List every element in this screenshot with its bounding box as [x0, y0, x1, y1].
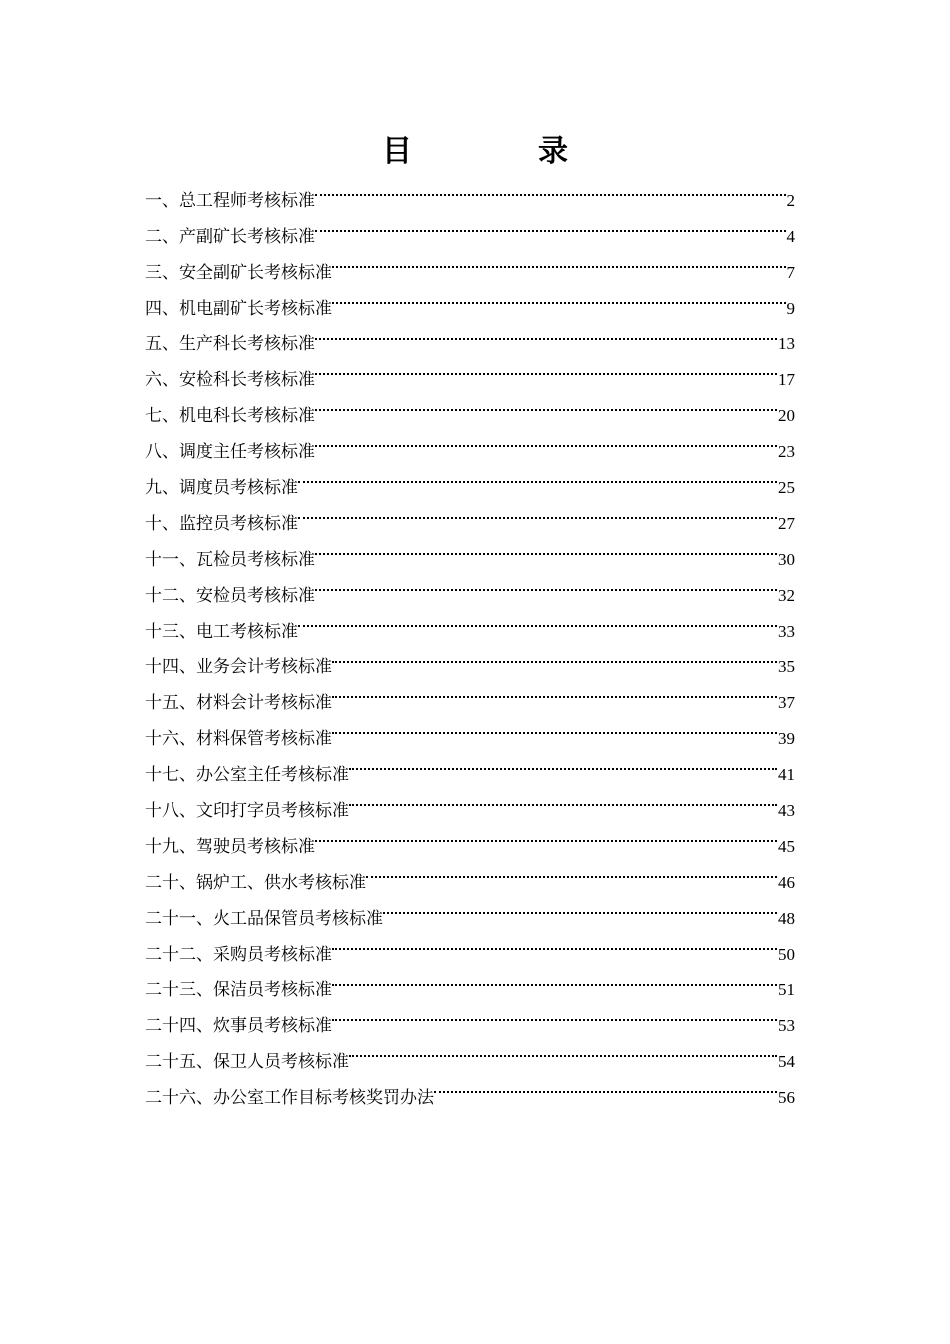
- toc-entry-label: 九、调度员考核标准: [145, 478, 298, 499]
- toc-dot-leader: [315, 206, 786, 242]
- toc-dot-leader: [315, 349, 777, 385]
- toc-dot-leader: [349, 1031, 777, 1067]
- toc-entry-label: 十、监控员考核标准: [145, 513, 298, 534]
- toc-dot-leader: [315, 529, 777, 565]
- toc-entry-label: 六、安检科长考核标准: [145, 370, 315, 391]
- toc-entry-label: 十二、安检员考核标准: [145, 585, 315, 606]
- toc-entry-page-number: 9: [786, 298, 795, 318]
- toc-entry-page-number: 4: [786, 226, 795, 246]
- toc-entry-page-number: 20: [778, 406, 795, 426]
- toc-entry-page-number: 30: [778, 549, 795, 569]
- toc-dot-leader: [383, 888, 777, 924]
- toc-entry-page-number: 17: [778, 370, 795, 390]
- toc-entry-page-number: 35: [778, 657, 795, 677]
- toc-dot-leader: [434, 1067, 777, 1103]
- toc-dot-leader: [298, 493, 777, 529]
- toc-entry-label: 十九、驾驶员考核标准: [145, 836, 315, 857]
- toc-entry-label: 二十、锅炉工、供水考核标准: [145, 872, 366, 893]
- toc-entry-label: 二十三、保洁员考核标准: [145, 980, 332, 1001]
- toc-entry-label: 十四、业务会计考核标准: [145, 657, 332, 678]
- toc-entry-label: 十五、材料会计考核标准: [145, 693, 332, 714]
- toc-entry-page-number: 32: [778, 585, 795, 605]
- toc-entry-page-number: 48: [778, 908, 795, 928]
- toc-entry-label: 二十五、保卫人员考核标准: [145, 1052, 349, 1073]
- toc-entry-label: 二十二、采购员考核标准: [145, 944, 332, 965]
- toc-entry-label: 十六、材料保管考核标准: [145, 729, 332, 750]
- toc-dot-leader: [298, 457, 777, 493]
- toc-dot-leader: [315, 421, 777, 457]
- toc-dot-leader: [298, 601, 777, 637]
- toc-entry-page-number: 56: [778, 1088, 795, 1108]
- toc-entry-label: 七、机电科长考核标准: [145, 406, 315, 427]
- toc-entry-label: 八、调度主任考核标准: [145, 442, 315, 463]
- toc-dot-leader: [315, 170, 786, 206]
- toc-dot-leader: [332, 708, 777, 744]
- toc-entry-page-number: 23: [778, 442, 795, 462]
- toc-entry-label: 四、机电副矿长考核标准: [145, 298, 332, 319]
- toc-entry-label: 十三、电工考核标准: [145, 621, 298, 642]
- toc-entry-label: 五、生产科长考核标准: [145, 334, 315, 355]
- toc-entry-page-number: 50: [778, 944, 795, 964]
- toc-entry-page-number: 7: [786, 262, 795, 282]
- toc-dot-leader: [332, 637, 777, 673]
- toc-dot-leader: [332, 278, 786, 314]
- toc-dot-leader: [315, 385, 777, 421]
- toc-title: 目 录: [382, 134, 616, 169]
- toc-dot-leader: [315, 565, 777, 601]
- toc-entry-label: 十七、办公室主任考核标准: [145, 765, 349, 786]
- toc-entry-page-number: 53: [778, 1016, 795, 1036]
- toc-dot-leader: [332, 924, 777, 960]
- toc-dot-leader: [366, 852, 777, 888]
- toc-dot-leader: [332, 960, 777, 996]
- toc-dot-leader: [349, 744, 777, 780]
- toc-dot-leader: [349, 780, 777, 816]
- toc-entry-page-number: 54: [778, 1052, 795, 1072]
- toc-entry-label: 三、安全副矿长考核标准: [145, 262, 332, 283]
- toc-dot-leader: [315, 816, 777, 852]
- toc-entry-label: 十八、文印打字员考核标准: [145, 801, 349, 822]
- toc-entry-page-number: 13: [778, 334, 795, 354]
- toc-entry-page-number: 51: [778, 980, 795, 1000]
- toc-entry-label: 二十四、炊事员考核标准: [145, 1016, 332, 1037]
- toc-entry[interactable]: [145, 170, 795, 211]
- toc-entry-label: 二、产副矿长考核标准: [145, 226, 315, 247]
- toc-entry-page-number: 39: [778, 729, 795, 749]
- toc-entry-page-number: 33: [778, 621, 795, 641]
- table-of-contents: [145, 170, 795, 1109]
- toc-dot-leader: [332, 995, 777, 1031]
- toc-entry-page-number: 46: [778, 872, 795, 892]
- toc-entry-label: 二十六、办公室工作目标考核奖罚办法: [145, 1088, 434, 1109]
- toc-entry-page-number: 37: [778, 693, 795, 713]
- toc-dot-leader: [332, 672, 777, 708]
- toc-entry-page-number: 27: [778, 513, 795, 533]
- toc-entry-label: 一、总工程师考核标准: [145, 190, 315, 211]
- toc-entry-label: 十一、瓦检员考核标准: [145, 549, 315, 570]
- toc-dot-leader: [315, 314, 777, 350]
- toc-entry-page-number: 45: [778, 836, 795, 856]
- toc-entry-label: 二十一、火工品保管员考核标准: [145, 908, 383, 929]
- toc-entry-page-number: 2: [786, 190, 795, 210]
- toc-entry-page-number: 25: [778, 478, 795, 498]
- toc-entry-page-number: 43: [778, 801, 795, 821]
- toc-dot-leader: [332, 242, 786, 278]
- toc-entry-page-number: 41: [778, 765, 795, 785]
